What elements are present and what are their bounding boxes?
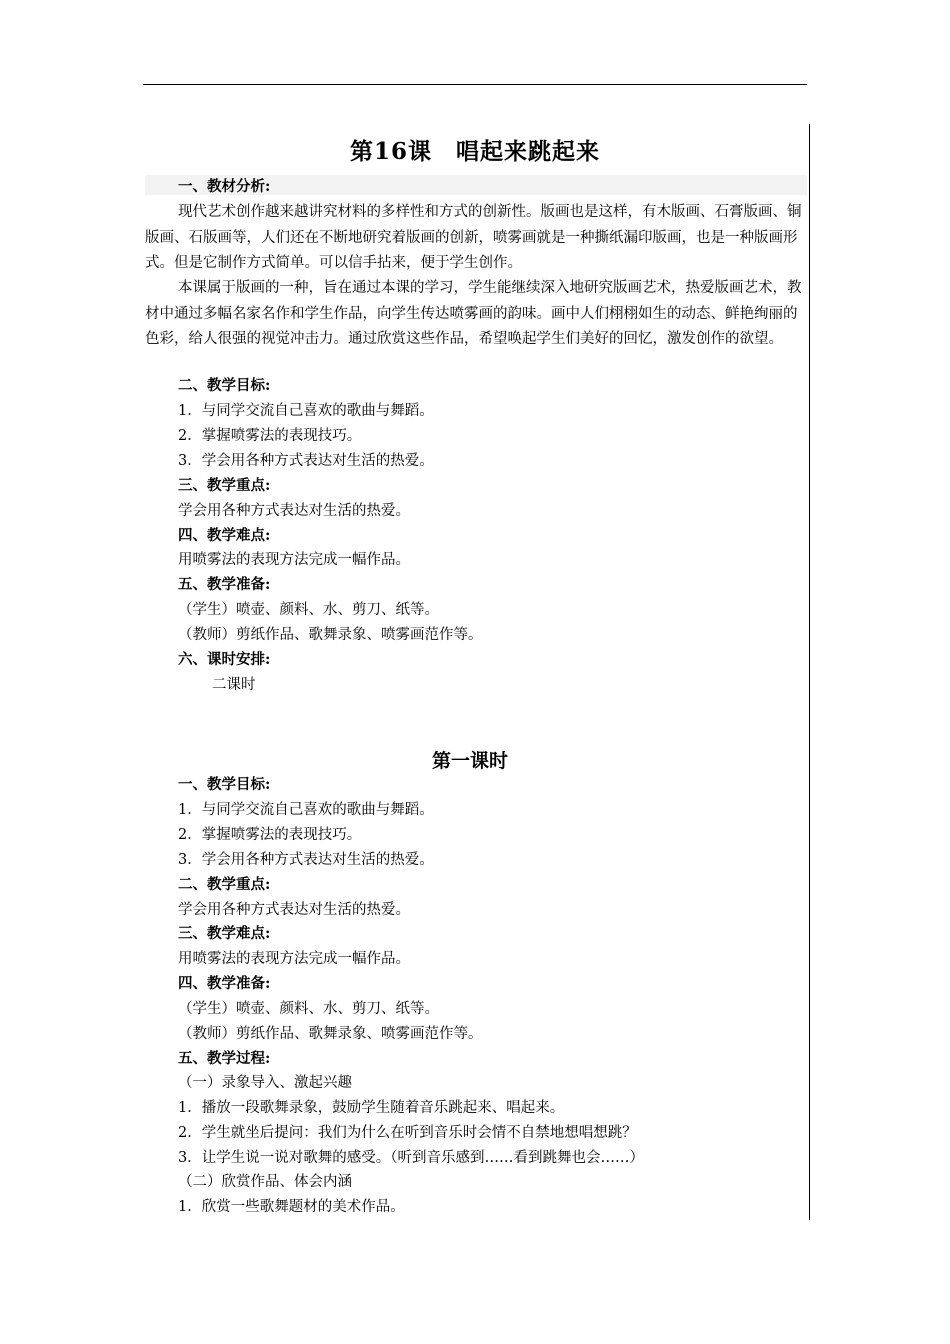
- process-step: 1．播放一段歌舞录象，鼓励学生随着音乐跳起来、唱起来。: [178, 1100, 565, 1116]
- goal-item: 1．与同学交流自己喜欢的歌曲与舞蹈。: [178, 403, 434, 419]
- header-rule: [143, 84, 807, 85]
- prep-item: （教师）剪纸作品、歌舞录象、喷雾画范作等。: [178, 627, 483, 643]
- goals-heading: 二、教学目标:: [178, 377, 271, 394]
- prep-heading: 五、教学准备:: [178, 576, 271, 593]
- lesson-title: 第一课时: [431, 750, 508, 772]
- lesson-goal-item: 2．掌握喷雾法的表现技巧。: [178, 827, 362, 843]
- lesson-goal-item: 1．与同学交流自己喜欢的歌曲与舞蹈。: [178, 802, 434, 818]
- key-text: 学会用各种方式表达对生活的热爱。: [178, 503, 410, 519]
- lesson-prep-heading: 四、教学准备:: [178, 975, 271, 992]
- margin-rule: [809, 124, 810, 1220]
- process-step: 1．欣赏一些歌舞题材的美术作品。: [178, 1199, 405, 1215]
- lesson-goals-heading: 一、教学目标:: [178, 776, 271, 793]
- key-heading: 三、教学重点:: [178, 477, 271, 494]
- page-title: 第16课 唱起来跳起来: [349, 138, 600, 165]
- process-step: 2．学生就坐后提问：我们为什么在听到音乐时会情不自禁地想唱想跳？: [178, 1125, 637, 1141]
- lesson-difficulty-heading: 三、教学难点:: [178, 925, 271, 942]
- lesson-key-heading: 二、教学重点:: [178, 876, 271, 893]
- analysis-heading: 一、教材分析:: [178, 178, 271, 195]
- difficulty-heading: 四、教学难点:: [178, 527, 271, 544]
- process-step: 3．让学生说一说对歌舞的感受。（听到音乐感到……看到跳舞也会……）: [178, 1150, 644, 1166]
- lesson-prep-item: （教师）剪纸作品、歌舞录象、喷雾画范作等。: [178, 1026, 483, 1042]
- analysis-paragraph-1: 现代艺术创作越来越讲究材料的多样性和方式的创新性。版画也是这样，有木版画、石膏版画、铜版画、石版画等，人们还在不断地研究着版画的创新，喷雾画就是一种撕纸漏印版画，也是一种版画形式。但是它制作方式简单。可以信手拈来，便于学生创作。: [145, 204, 802, 271]
- lesson-goal-item: 3．学会用各种方式表达对生活的热爱。: [178, 852, 434, 868]
- prep-item: （学生）喷壶、颜料、水、剪刀、纸等。: [178, 602, 439, 618]
- difficulty-text: 用喷雾法的表现方法完成一幅作品。: [178, 552, 410, 568]
- process-step: （一）录象导入、激起兴趣: [178, 1075, 352, 1091]
- lesson-prep-item: （学生）喷壶、颜料、水、剪刀、纸等。: [178, 1001, 439, 1017]
- goal-item: 3．学会用各种方式表达对生活的热爱。: [178, 453, 434, 469]
- lesson-key-text: 学会用各种方式表达对生活的热爱。: [178, 902, 410, 918]
- analysis-paragraph-2: 本课属于版画的一种，旨在通过本课的学习，学生能继续深入地研究版画艺术，热爱版画艺术，教材中通过多幅名家名作和学生作品，向学生传达喷雾画的韵味。画中人们栩栩如生的动态、鲜艳绚丽的色彩，给人很强的视觉冲击力。通过欣赏这些作品，希望唤起学生们美好的回忆，激发创作的欲望。: [145, 280, 802, 347]
- goal-item: 2．掌握喷雾法的表现技巧。: [178, 428, 362, 444]
- process-step: （二）欣赏作品、体会内涵: [178, 1174, 352, 1190]
- lesson-process-heading: 五、教学过程:: [178, 1050, 271, 1067]
- schedule-heading: 六、课时安排:: [178, 651, 271, 668]
- schedule-text: 二课时: [212, 677, 256, 693]
- lesson-difficulty-text: 用喷雾法的表现方法完成一幅作品。: [178, 951, 410, 967]
